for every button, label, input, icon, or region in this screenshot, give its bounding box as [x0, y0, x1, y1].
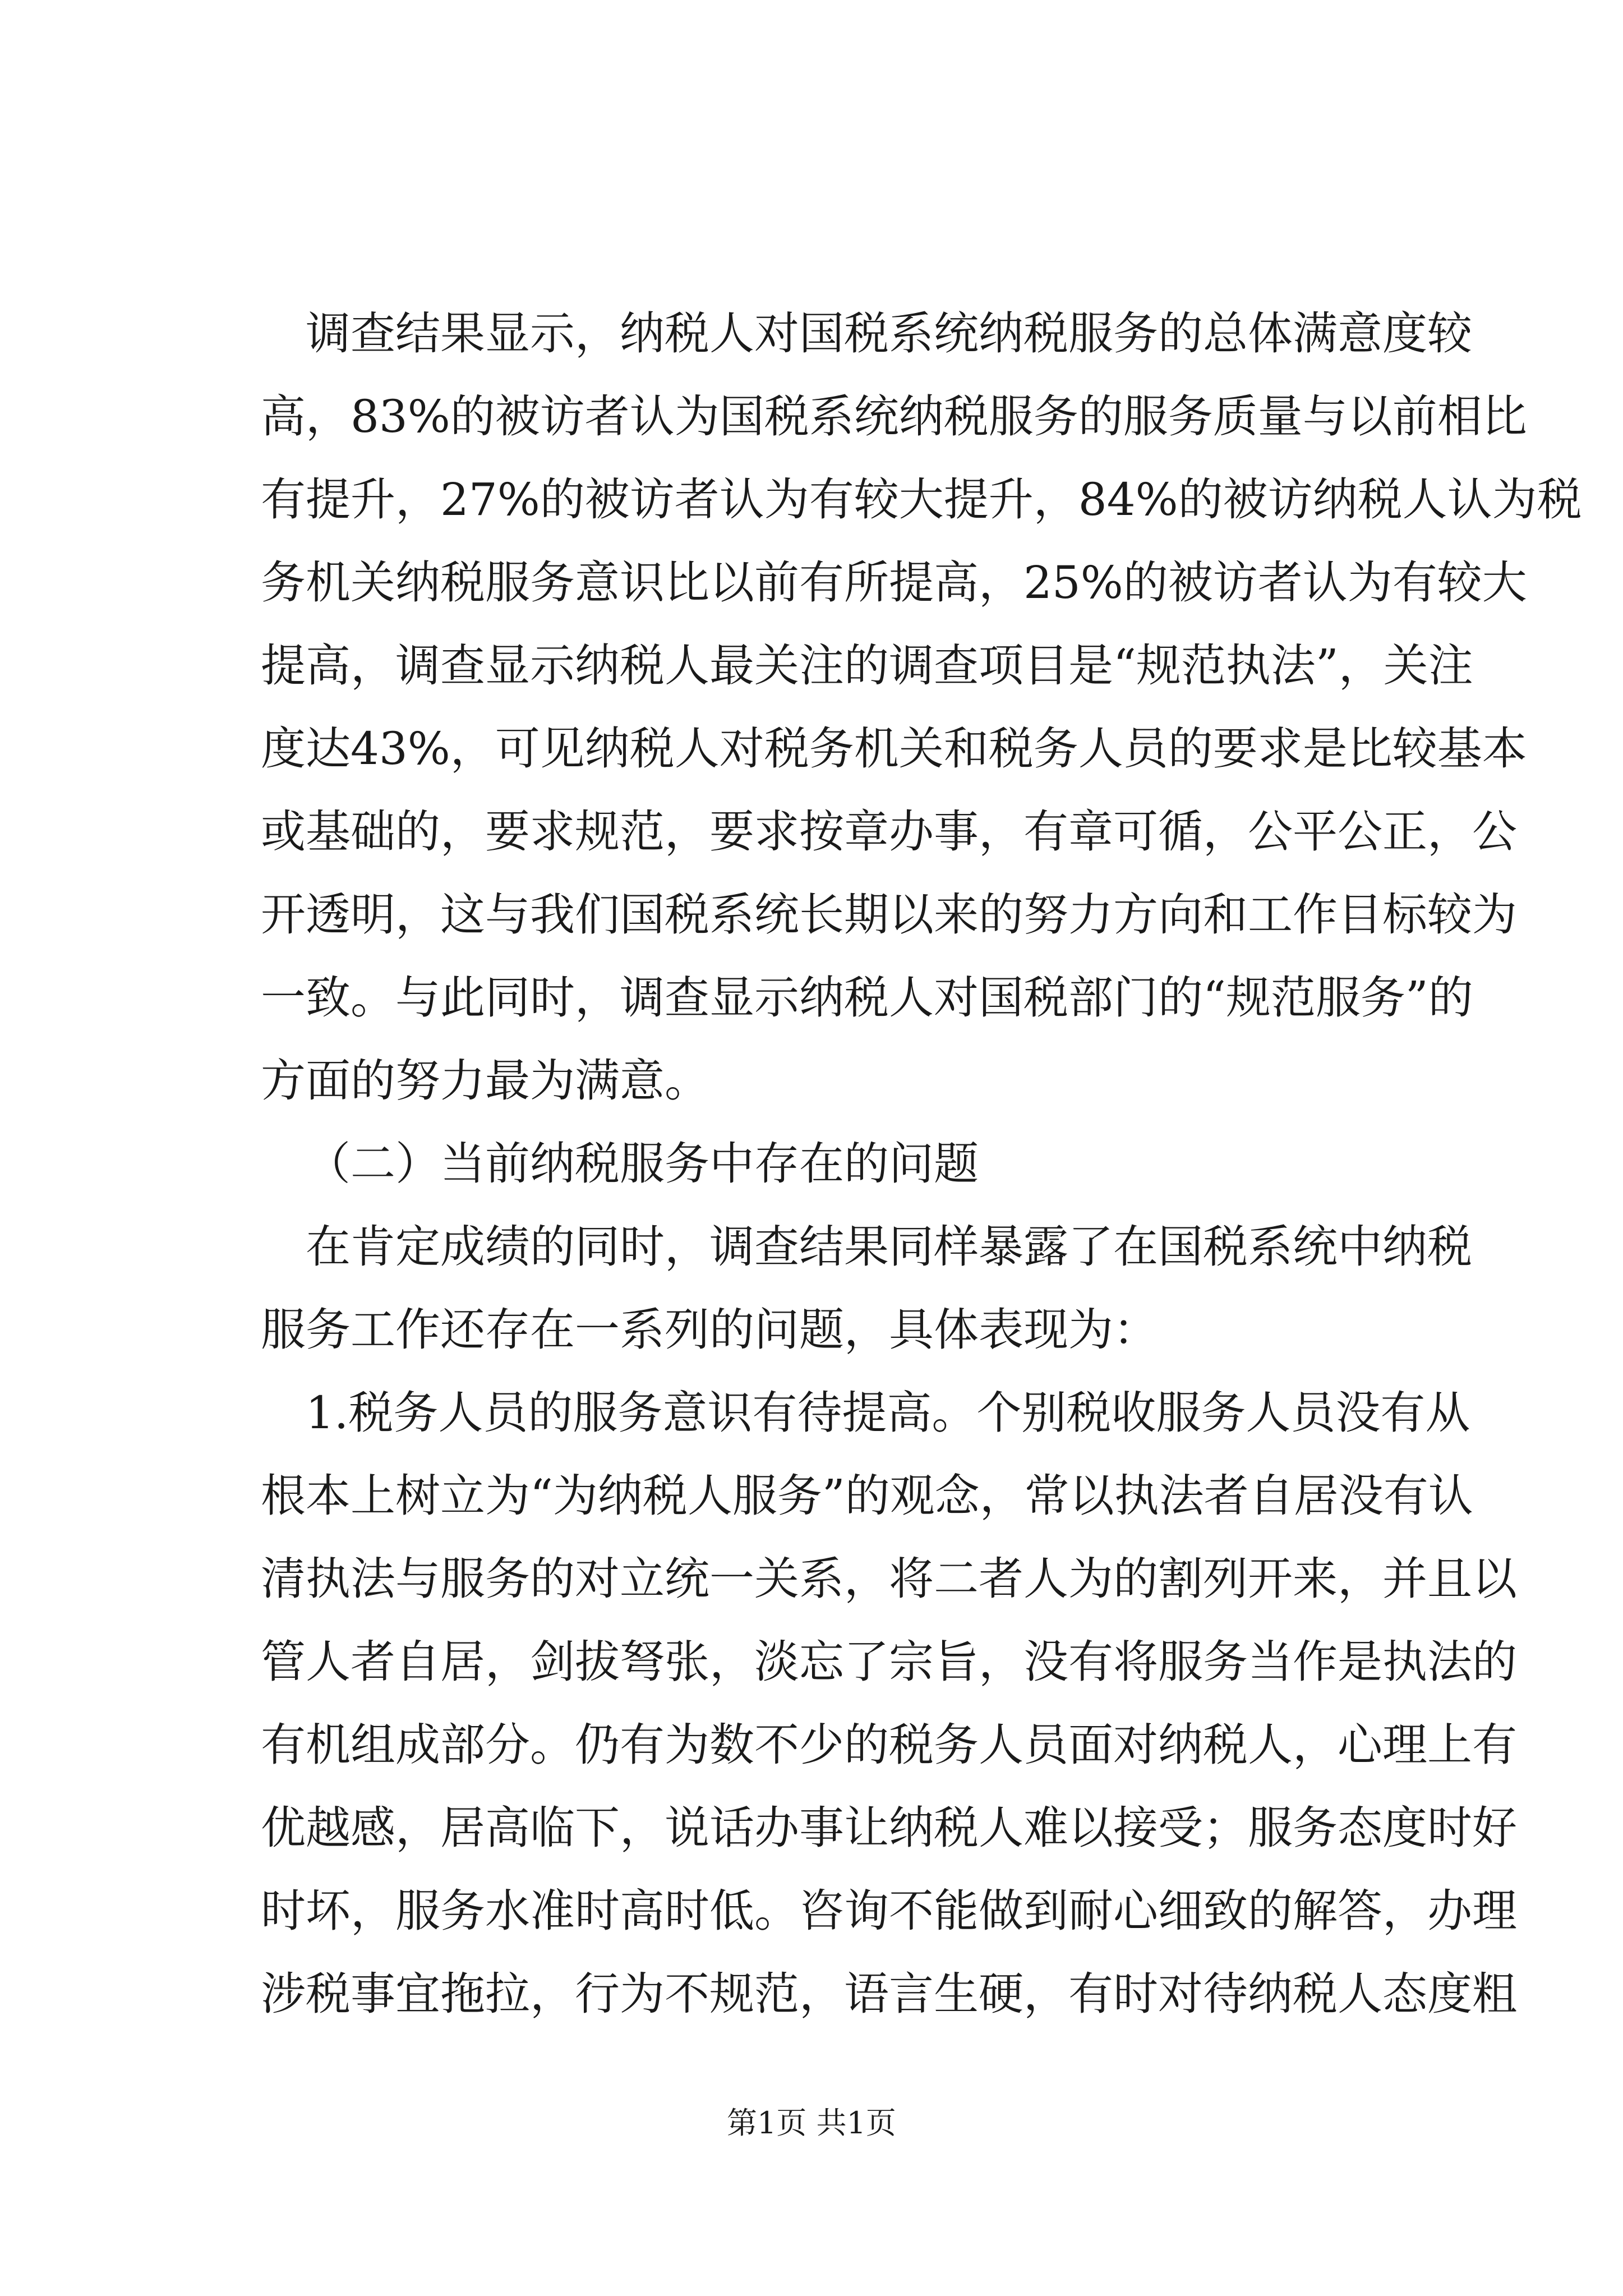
paragraph-line: 开透明，这与我们国税系统长期以来的努力方向和工作目标较为 — [261, 889, 1517, 941]
paragraph-line: 有机组成部分。仍有为数不少的税务人员面对纳税人，心理上有 — [261, 1719, 1517, 1771]
paragraph-line: 高，83%的被访者认为国税系统纳税服务的服务质量与以前相比 — [261, 390, 1527, 443]
paragraph-line: 时坏，服务水准时高时低。咨询不能做到耐心细致的解答，办理 — [261, 1885, 1517, 1937]
paragraph-line: 度达43%，可见纳税人对税务机关和税务人员的要求是比较基本 — [261, 723, 1527, 775]
paragraph-line: 管人者自居，剑拔弩张，淡忘了宗旨，没有将服务当作是执法的 — [261, 1636, 1517, 1688]
paragraph-line: 有提升，27%的被访者认为有较大提升，84%的被访纳税人认为税 — [261, 473, 1582, 526]
paragraph-line: 在肯定成绩的同时，调查结果同样暴露了在国税系统中纳税 — [306, 1221, 1472, 1273]
section-heading: （二）当前纳税服务中存在的问题 — [306, 1138, 979, 1190]
paragraph-line: 服务工作还存在一系列的问题，具体表现为： — [261, 1304, 1158, 1356]
paragraph-line: 涉税事宜拖拉，行为不规范，语言生硬，有时对待纳税人态度粗 — [261, 1968, 1517, 2020]
page-footer: 第1页 共1页 — [727, 2105, 896, 2141]
paragraph-line: 方面的努力最为满意。 — [261, 1055, 709, 1107]
paragraph-line: 根本上树立为“为纳税人服务”的观念，常以执法者自居没有认 — [261, 1470, 1473, 1522]
paragraph-line: 清执法与服务的对立统一关系，将二者人为的割列开来，并且以 — [261, 1553, 1517, 1605]
paragraph-line: 一致。与此同时，调查显示纳税人对国税部门的“规范服务”的 — [261, 972, 1473, 1024]
paragraph-line: 优越感，居高临下，说话办事让纳税人难以接受；服务态度时好 — [261, 1802, 1517, 1854]
paragraph-line: 调查结果显示，纳税人对国税系统纳税服务的总体满意度较 — [306, 307, 1472, 360]
paragraph-line: 务机关纳税服务意识比以前有所提高，25%的被访者认为有较大 — [261, 556, 1527, 609]
paragraph-line: 或基础的，要求规范，要求按章办事，有章可循，公平公正，公 — [261, 806, 1517, 858]
paragraph-line: 1.税务人员的服务意识有待提高。个别税收服务人员没有从 — [306, 1387, 1470, 1439]
paragraph-line: 提高，调查显示纳税人最关注的调查项目是“规范执法”，关注 — [261, 639, 1473, 692]
